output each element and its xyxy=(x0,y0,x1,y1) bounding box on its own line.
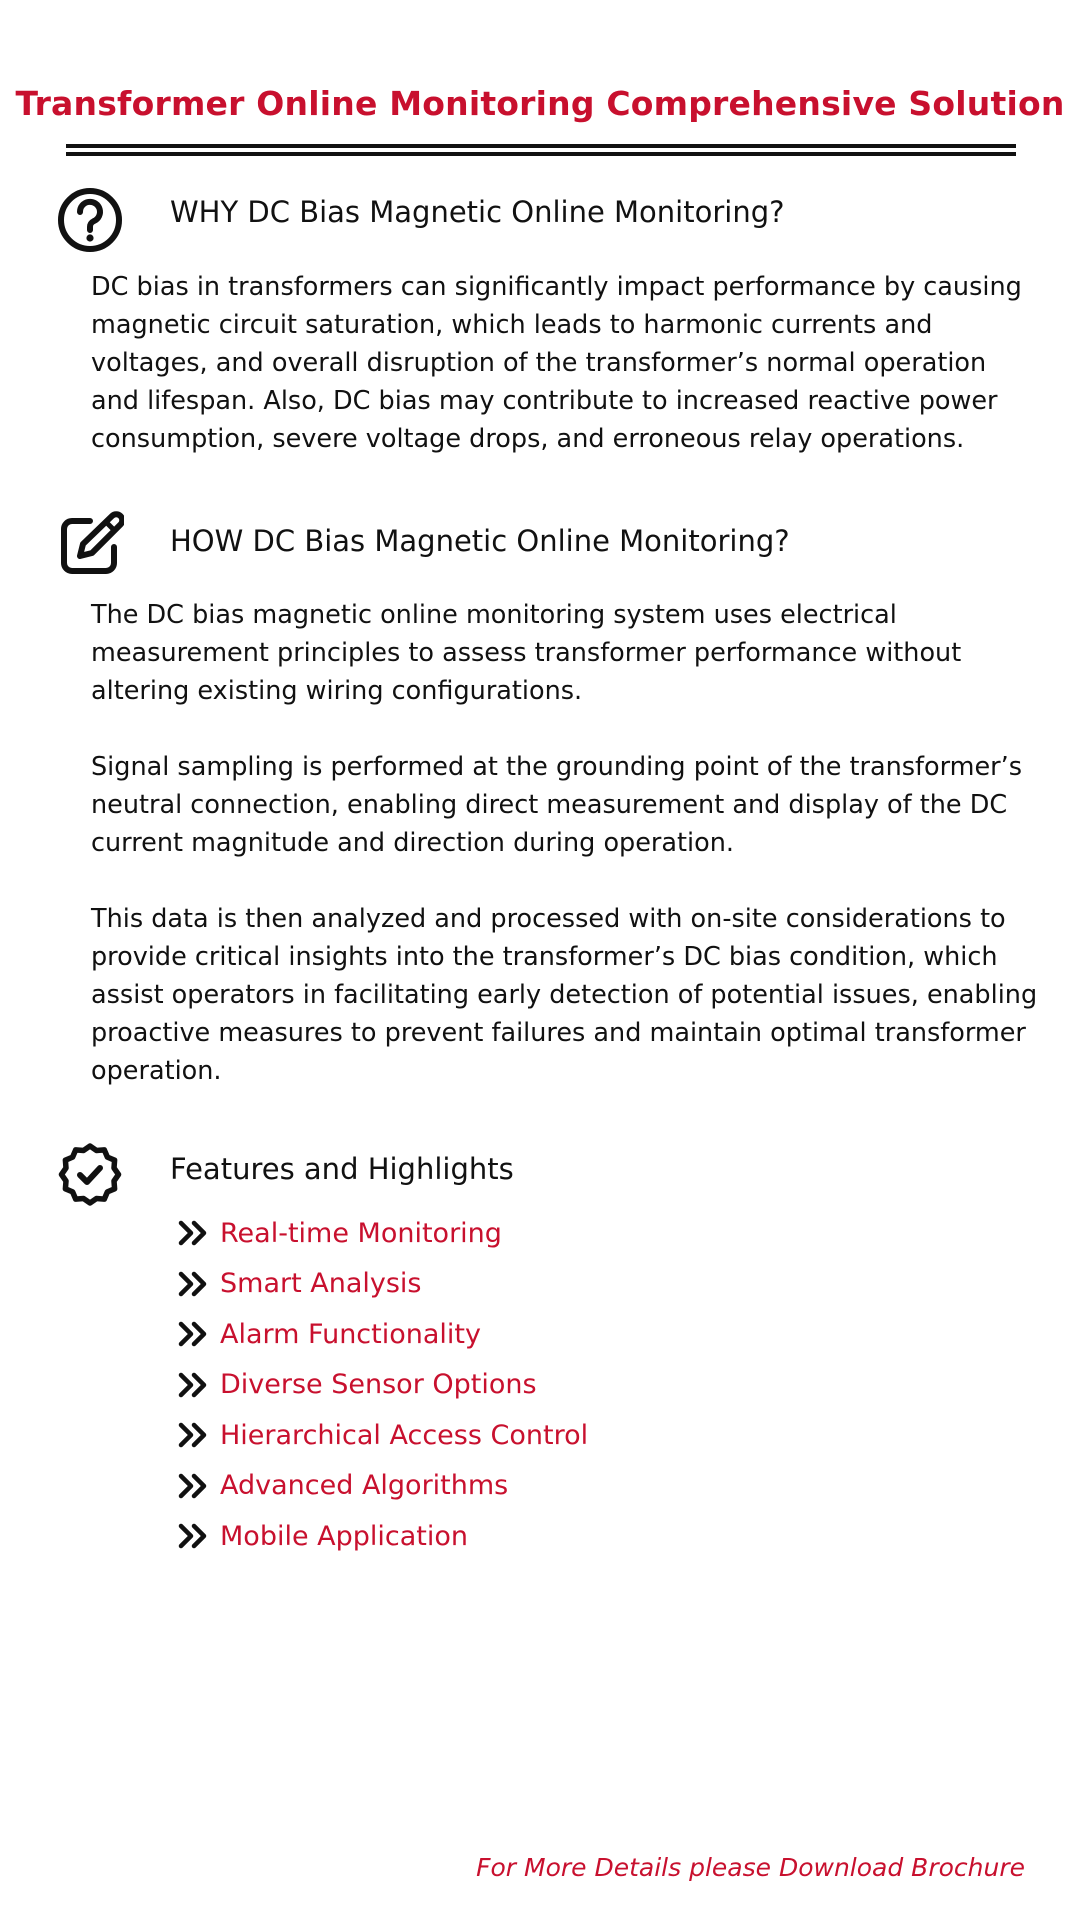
question-circle-icon xyxy=(56,186,124,254)
list-item xyxy=(178,1208,588,1259)
double-chevron-right-icon xyxy=(178,1523,210,1549)
feature-label: Real-time Monitoring xyxy=(220,1217,502,1249)
list-item xyxy=(178,1461,588,1512)
features-section-heading: Features and Highlights xyxy=(170,1152,514,1186)
how-paragraph-1: The DC bias magnetic online monitoring system uses electrical measurement principles to assess transformer performance without altering existing wiring configurations. xyxy=(91,600,962,706)
double-chevron-right-icon xyxy=(178,1271,210,1297)
title-divider-bottom xyxy=(66,152,1016,156)
double-chevron-right-icon xyxy=(178,1473,210,1499)
how-paragraph-3: This data is then analyzed and processed with on-site considerations to provide critical insights into the transformer’s DC bias condition, which assist operators in facilitating early detection of potential issues, enabling proactive measures to prevent failures and maintain optimal transformer operation. xyxy=(91,904,1038,1086)
list-item xyxy=(178,1511,588,1562)
page-title: Transformer Online Monitoring Comprehensive Solution xyxy=(15,84,1065,123)
double-chevron-right-icon xyxy=(178,1321,210,1347)
list-item xyxy=(178,1259,588,1310)
list-item xyxy=(178,1309,588,1360)
why-section-heading: WHY DC Bias Magnetic Online Monitoring? xyxy=(170,195,785,229)
download-brochure-link[interactable]: For More Details please Download Brochure xyxy=(476,1853,1025,1882)
double-chevron-right-icon xyxy=(178,1422,210,1448)
list-item xyxy=(178,1360,588,1411)
double-chevron-right-icon xyxy=(178,1372,210,1398)
double-chevron-right-icon xyxy=(178,1220,210,1246)
feature-label: Mobile Application xyxy=(220,1520,469,1552)
edit-pencil-icon xyxy=(56,511,124,579)
list-item xyxy=(178,1410,588,1461)
feature-label: Diverse Sensor Options xyxy=(220,1369,537,1401)
feature-label: Alarm Functionality xyxy=(220,1318,481,1350)
how-section-heading: HOW DC Bias Magnetic Online Monitoring? xyxy=(170,524,790,558)
why-paragraph: DC bias in transformers can significantly impact performance by causing magnetic circuit saturation, which leads to harmonic currents and voltages, and overall disruption of the transformer’s normal operation and lifespan. Also, DC bias may contribute to increased reactive power consumption, severe voltage drops, and erroneous relay operations. xyxy=(91,272,1022,454)
title-divider-top xyxy=(66,144,1016,148)
feature-label: Hierarchical Access Control xyxy=(220,1419,589,1451)
features-list xyxy=(178,1208,588,1562)
feature-label: Advanced Algorithms xyxy=(220,1470,509,1502)
badge-check-icon xyxy=(56,1140,124,1208)
how-paragraph-2: Signal sampling is performed at the grounding point of the transformer’s neutral connection, enabling direct measurement and display of the DC current magnitude and direction during operation. xyxy=(91,752,1023,858)
feature-label: Smart Analysis xyxy=(220,1268,422,1300)
